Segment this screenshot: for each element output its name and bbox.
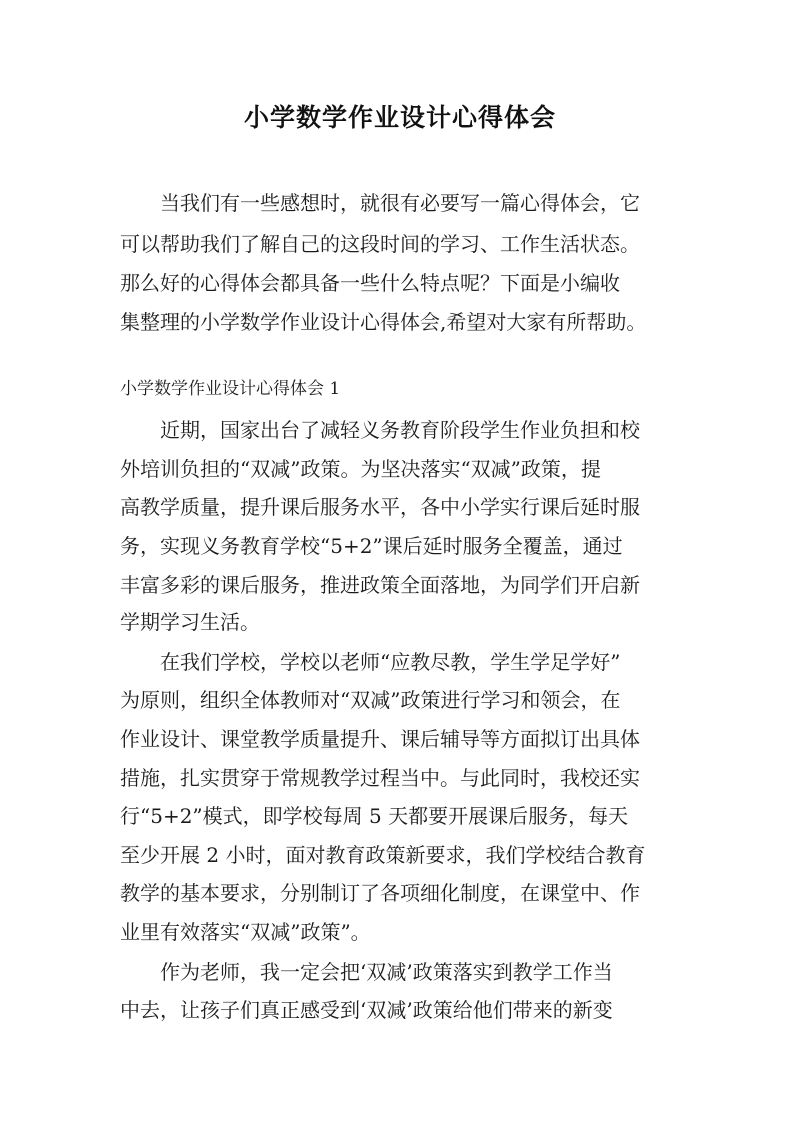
paragraph2-line-6: 至少开展 2 小时，面对教育政策新要求，我们学校结合教育 xyxy=(120,843,646,867)
paragraph2-line-3: 作业设计、课堂教学质量提升、课后辅导等方面拟订出具体 xyxy=(120,727,640,751)
paragraph2-line-1: 在我们学校，学校以老师“应教尽教，学生学足学好” xyxy=(160,650,621,674)
paragraph1-line-6: 学期学习生活。 xyxy=(120,610,260,634)
intro-line-4: 集整理的小学数学作业设计心得体会,希望对大家有所帮助。 xyxy=(120,310,647,334)
paragraph1-line-3: 高教学质量，提升课后服务水平，各中小学实行课后延时服 xyxy=(120,495,640,519)
document-title: 小学数学作业设计心得体会 xyxy=(243,103,556,132)
paragraph1-line-1: 近期，国家出台了减轻义务教育阶段学生作业负担和校 xyxy=(160,418,640,442)
paragraph3-line-2: 中去，让孩子们真正感受到‘双减’政策给他们带来的新变 xyxy=(120,998,613,1022)
paragraph3-line-1: 作为老师，我一定会把‘双减’政策落实到教学工作当 xyxy=(160,960,613,984)
section-heading: 小学数学作业设计心得体会 1 xyxy=(120,379,341,399)
paragraph2-line-5: 行“5+2”模式，即学校每周 5 天都要开展课后服务，每天 xyxy=(120,804,629,828)
paragraph2-line-4: 措施，扎实贯穿于常规教学过程当中。与此同时，我校还实 xyxy=(120,766,640,790)
intro-line-3: 那么好的心得体会都具备一些什么特点呢？下面是小编收 xyxy=(120,271,620,295)
paragraph1-line-4: 务，实现义务教育学校“5+2”课后延时服务全覆盖，通过 xyxy=(120,534,623,558)
paragraph2-line-2: 为原则，组织全体教师对“双减”政策进行学习和领会，在 xyxy=(120,688,621,712)
paragraph2-line-8: 业里有效落实“双减”政策”。 xyxy=(120,920,371,944)
intro-line-1: 当我们有一些感想时，就很有必要写一篇心得体会，它 xyxy=(160,191,640,215)
paragraph2-line-7: 教学的基本要求，分别制订了各项细化制度，在课堂中、作 xyxy=(120,881,640,905)
paragraph1-line-5: 丰富多彩的课后服务，推进政策全面落地，为同学们开启新 xyxy=(120,573,640,597)
intro-line-2: 可以帮助我们了解自己的这段时间的学习、工作生活状态。 xyxy=(120,232,640,256)
paragraph1-line-2: 外培训负担的“双减”政策。为坚决落实“双减”政策，提 xyxy=(120,457,601,481)
